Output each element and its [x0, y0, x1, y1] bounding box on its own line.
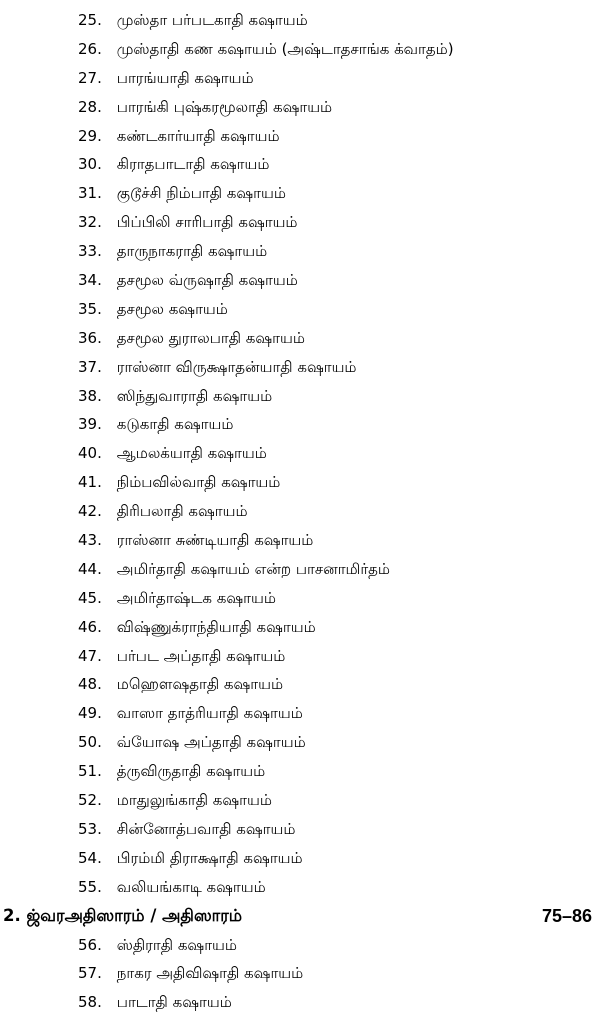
- entry-title: ஸ்திராதி கஷாயம்: [116, 935, 237, 954]
- entry-title: பர்பட அப்தாதி கஷாயம்: [116, 646, 286, 665]
- entry-title: கண்டகார்யாதி கஷாயம்: [116, 126, 280, 145]
- entry-title: ஸிந்துவாராதி கஷாயம்: [116, 386, 273, 405]
- entry-title: தசமூல கஷாயம்: [116, 299, 228, 318]
- entry-number: 26.: [78, 39, 102, 58]
- entry-number: 31.: [78, 184, 102, 203]
- entry-number: 51.: [78, 762, 102, 781]
- list-item: [0, 613, 600, 642]
- entry-number: 30.: [78, 155, 102, 174]
- list-item: [0, 728, 600, 757]
- list-item: [0, 642, 600, 671]
- table-of-contents: [0, 6, 600, 1017]
- list-item: [0, 122, 600, 151]
- entry-title: அமிர்தாஷ்டக கஷாயம்: [116, 588, 276, 607]
- list-item: [0, 266, 600, 295]
- entry-title: ஆமலக்யாதி கஷாயம்: [116, 444, 267, 463]
- list-item: [0, 6, 600, 35]
- list-item: [0, 295, 600, 324]
- list-item: [0, 93, 600, 122]
- list-item: [0, 179, 600, 208]
- entry-number: 35.: [78, 299, 102, 318]
- list-item: [0, 931, 600, 960]
- entry-title: கடுகாதி கஷாயம்: [116, 415, 234, 434]
- list-item: [0, 353, 600, 382]
- list-item: [0, 584, 600, 613]
- entry-title: விஷ்ணுக்ராந்தியாதி கஷாயம்: [116, 617, 316, 636]
- entry-title: குடூச்சி நிம்பாதி கஷாயம்: [116, 184, 286, 203]
- list-item: [0, 526, 600, 555]
- entry-number: 49.: [78, 704, 102, 723]
- entry-title: தசமூல துராலபாதி கஷாயம்: [116, 328, 305, 347]
- entry-title: நாகர அதிவிஷாதி கஷாயம்: [116, 964, 304, 983]
- entry-title: பாரங்கி புஷ்கரமூலாதி கஷாயம்: [116, 97, 333, 116]
- entry-number: 28.: [78, 97, 102, 116]
- entry-title: நிம்பவில்வாதி கஷாயம்: [116, 473, 281, 492]
- section-title: 2. ஜ்வரஅதிஸாரம் / அதிஸாரம்: [3, 905, 243, 925]
- entry-number: 34.: [78, 271, 102, 290]
- entry-number: 36.: [78, 328, 102, 347]
- entry-title: பிப்பிலி சாரிபாதி கஷாயம்: [116, 213, 298, 232]
- list-item: [0, 786, 600, 815]
- entry-number: 48.: [78, 675, 102, 694]
- list-item: [0, 873, 600, 902]
- entry-title: தாருநாகராதி கஷாயம்: [116, 242, 268, 261]
- entry-title: ராஸ்னா விருக்ஷாதன்யாதி கஷாயம்: [116, 357, 357, 376]
- entry-title: பாடாதி கஷாயம்: [116, 993, 232, 1012]
- entry-title: திரிபலாதி கஷாயம்: [116, 502, 248, 521]
- entry-number: 27.: [78, 68, 102, 87]
- entry-title: வாஸா தாத்ரியாதி கஷாயம்: [116, 704, 303, 723]
- list-item: [0, 64, 600, 93]
- entry-number: 47.: [78, 646, 102, 665]
- entry-number: 56.: [78, 935, 102, 954]
- list-item: [0, 468, 600, 497]
- entry-title: மஹெளஷதாதி கஷாயம்: [116, 675, 284, 694]
- entry-number: 37.: [78, 357, 102, 376]
- entry-number: 39.: [78, 415, 102, 434]
- entry-number: 41.: [78, 473, 102, 492]
- entry-number: 44.: [78, 559, 102, 578]
- entry-title: முஸ்தாதி கண கஷாயம் (அஷ்டாதசாங்க க்வாதம்): [116, 39, 454, 58]
- entry-title: ராஸ்னா சுண்டியாதி கஷாயம்: [116, 531, 314, 550]
- entry-number: 32.: [78, 213, 102, 232]
- list-item: [0, 382, 600, 411]
- list-item: [0, 757, 600, 786]
- list-item: [0, 237, 600, 266]
- list-item: [0, 208, 600, 237]
- list-item: [0, 439, 600, 468]
- entry-title: சின்னோத்பவாதி கஷாயம்: [116, 819, 296, 838]
- entry-number: 25.: [78, 11, 102, 29]
- entry-number: 42.: [78, 502, 102, 521]
- entry-number: 46.: [78, 617, 102, 636]
- entry-title: மாதுலுங்காதி கஷாயம்: [116, 791, 272, 810]
- entry-title: வலியங்காடி கஷாயம்: [116, 877, 266, 896]
- list-item: [0, 844, 600, 873]
- list-item: [0, 497, 600, 526]
- section-heading: [0, 902, 600, 931]
- entry-number: 29.: [78, 126, 102, 145]
- list-item: [0, 410, 600, 439]
- entry-number: 55.: [78, 877, 102, 896]
- list-item: [0, 324, 600, 353]
- list-item: [0, 815, 600, 844]
- list-item: [0, 670, 600, 699]
- entry-title: த்ருவிருதாதி கஷாயம்: [116, 762, 266, 781]
- entry-title: பாரங்யாதி கஷாயம்: [116, 68, 254, 87]
- list-item: [0, 988, 600, 1017]
- entry-number: 50.: [78, 733, 102, 752]
- list-item: [0, 35, 600, 64]
- section-page-range: 75–86: [541, 905, 592, 926]
- entry-title: முஸ்தா பர்படகாதி கஷாயம்: [116, 11, 308, 29]
- entry-number: 53.: [78, 819, 102, 838]
- entry-title: வ்யோஷ அப்தாதி கஷாயம்: [116, 733, 306, 752]
- entry-number: 54.: [78, 848, 102, 867]
- entry-number: 40.: [78, 444, 102, 463]
- entry-title: தசமூல வ்ருஷாதி கஷாயம்: [116, 271, 298, 290]
- entry-number: 45.: [78, 588, 102, 607]
- entry-number: 43.: [78, 531, 102, 550]
- list-item: [0, 555, 600, 584]
- entry-number: 38.: [78, 386, 102, 405]
- entry-number: 52.: [78, 791, 102, 810]
- entry-number: 58.: [78, 993, 102, 1012]
- list-item: [0, 699, 600, 728]
- entry-title: பிரம்மி திராக்ஷாதி கஷாயம்: [116, 848, 303, 867]
- entry-title: கிராதபாடாதி கஷாயம்: [116, 155, 270, 174]
- entry-number: 33.: [78, 242, 102, 261]
- entry-number: 57.: [78, 964, 102, 983]
- list-item: [0, 150, 600, 179]
- entry-title: அமிர்தாதி கஷாயம் என்ற பாசனாமிர்தம்: [116, 559, 390, 578]
- list-item: [0, 959, 600, 988]
